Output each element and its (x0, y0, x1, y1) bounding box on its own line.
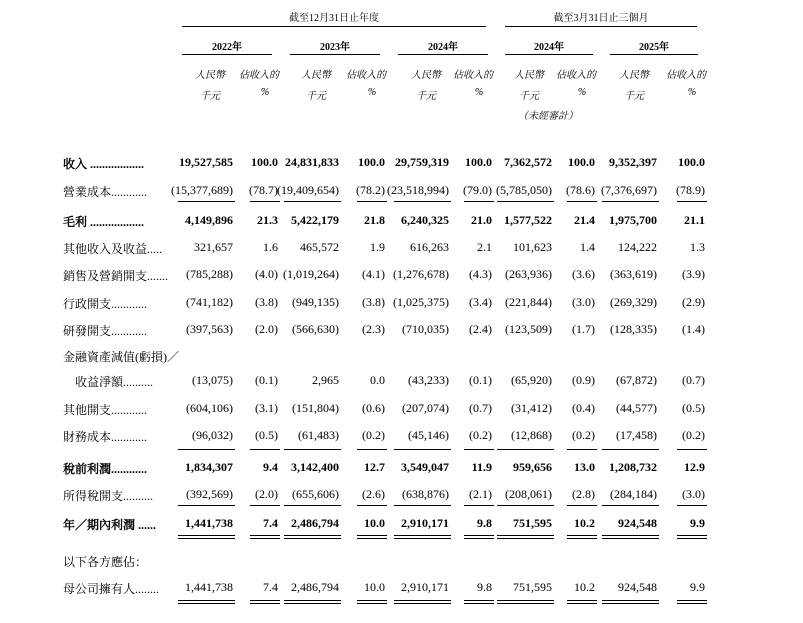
cell-amount: 2,910,171 (401, 516, 449, 530)
unit-thousand-label: 千元 (306, 91, 326, 102)
unit-percent-label: 佔收入的 (239, 70, 279, 81)
subtotal-rule (567, 600, 597, 601)
year-header-2024-q1: 2024年 (534, 42, 564, 53)
unit-percent-sign: % (260, 87, 270, 98)
year-rule-2024 (398, 54, 488, 55)
subtotal-rule (178, 535, 235, 536)
cell-amount: 7,362,572 (504, 155, 552, 169)
cell-percent: (3.1) (255, 401, 278, 415)
row-label: 收入 .................. (63, 157, 145, 171)
cell-amount: (221,844) (505, 295, 552, 309)
unit-amount-label: 人民幣 (514, 70, 544, 81)
cell-percent: 9.4 (263, 460, 278, 474)
unit-thousand-label: 千元 (519, 91, 539, 102)
period-full-year-header: 截至12月31日止年度 (289, 13, 379, 24)
cell-percent: (3.8) (255, 295, 278, 309)
unit-amount-label: 人民幣 (301, 70, 331, 81)
cell-percent: 100.0 (358, 155, 385, 169)
subtotal-rule (677, 449, 707, 450)
subtotal-rule (497, 449, 554, 450)
cell-amount: (123,509) (505, 322, 552, 336)
cell-percent: (79.0) (463, 183, 492, 197)
cell-amount: (5,785,050) (496, 183, 552, 197)
subtotal-rule (602, 535, 659, 536)
unit-thousand-label: 千元 (624, 91, 644, 102)
subtotal-rule (497, 538, 554, 539)
subtotal-rule (677, 600, 707, 601)
cell-amount: 24,831,833 (285, 155, 339, 169)
unit-percent-label: 佔收入的 (346, 70, 386, 81)
year-header-2024: 2024年 (428, 42, 458, 53)
cell-amount: 1,441,738 (185, 516, 233, 530)
cell-percent: (2.8) (572, 487, 595, 501)
unit-amount-label: 人民幣 (195, 70, 225, 81)
subtotal-rule (394, 505, 451, 506)
cell-percent: 9.9 (690, 580, 705, 594)
cell-percent: (2.4) (469, 322, 492, 336)
cell-amount: 751,595 (513, 580, 552, 594)
cell-percent: (0.7) (469, 401, 492, 415)
cell-amount: (15,377,689) (171, 183, 233, 197)
cell-amount: 29,759,319 (395, 155, 449, 169)
subtotal-rule (677, 603, 707, 604)
unit-percent-sign: % (474, 87, 484, 98)
unit-percent-label: 佔收入的 (556, 70, 596, 81)
cell-percent: (0.9) (572, 373, 595, 387)
subtotal-rule (250, 535, 280, 536)
row-label: 以下各方應佔： (63, 555, 148, 569)
cell-amount: 1,577,522 (504, 213, 552, 227)
subtotal-rule (497, 201, 554, 202)
cell-amount: (1,276,678) (393, 267, 449, 281)
cell-percent: 21.0 (471, 213, 492, 227)
cell-amount: (19,409,654) (277, 183, 339, 197)
cell-amount: 1,208,732 (609, 460, 657, 474)
cell-percent: 100.0 (678, 155, 705, 169)
cell-percent: (78.9) (676, 183, 705, 197)
row-label: 其他收入及收益..... (63, 242, 163, 256)
cell-amount: (269,329) (610, 295, 657, 309)
period-three-months-header: 截至3月31日止三個月 (553, 13, 649, 24)
row-label: 母公司擁有人........ (63, 582, 160, 596)
subtotal-rule (394, 538, 451, 539)
cell-amount: 6,240,325 (401, 213, 449, 227)
year-header-2025-q1: 2025年 (639, 42, 669, 53)
subtotal-rule (464, 449, 494, 450)
cell-percent: (0.2) (572, 428, 595, 442)
cell-amount: (31,412) (511, 401, 552, 415)
year-rule-2023 (290, 54, 380, 55)
cell-amount: (67,872) (616, 373, 657, 387)
subtotal-rule (284, 201, 341, 202)
cell-percent: (0.1) (469, 373, 492, 387)
cell-amount: (604,106) (186, 401, 233, 415)
cell-percent: (78.2) (356, 183, 385, 197)
cell-amount: 3,549,047 (401, 460, 449, 474)
cell-amount: 1,441,738 (185, 580, 233, 594)
year-rule-2022 (182, 54, 272, 55)
cell-percent: (3.9) (682, 267, 705, 281)
cell-percent: (2.0) (255, 322, 278, 336)
cell-percent: (3.0) (682, 487, 705, 501)
cell-percent: (4.0) (255, 267, 278, 281)
cell-percent: (3.8) (362, 295, 385, 309)
subtotal-rule (250, 505, 280, 506)
subtotal-rule (602, 505, 659, 506)
cell-amount: 9,352,397 (609, 155, 657, 169)
subtotal-rule (284, 449, 341, 450)
subtotal-rule (178, 449, 235, 450)
subtotal-rule (602, 538, 659, 539)
cell-percent: (3.4) (469, 295, 492, 309)
cell-amount: 924,548 (618, 580, 657, 594)
cell-amount: 1,834,307 (185, 460, 233, 474)
subtotal-rule (567, 535, 597, 536)
cell-percent: 0.0 (370, 373, 385, 387)
cell-percent: (2.9) (682, 295, 705, 309)
row-label: 金融資產減值(虧損)／ (63, 350, 179, 364)
subtotal-rule (394, 603, 451, 604)
subtotal-rule (250, 538, 280, 539)
subtotal-rule (284, 603, 341, 604)
subtotal-rule (567, 505, 597, 506)
subtotal-rule (357, 201, 387, 202)
subtotal-rule (178, 505, 235, 506)
cell-percent: (3.0) (572, 295, 595, 309)
cell-amount: (392,569) (186, 487, 233, 501)
unit-percent-sign: % (687, 87, 697, 98)
cell-percent: 9.9 (690, 516, 705, 530)
period-three-months-rule (505, 26, 697, 27)
unit-percent-label: 佔收入的 (453, 70, 493, 81)
cell-amount: (12,868) (511, 428, 552, 442)
cell-amount: (65,920) (511, 373, 552, 387)
cell-amount: (284,184) (610, 487, 657, 501)
subtotal-rule (464, 600, 494, 601)
cell-percent: 21.8 (364, 213, 385, 227)
cell-amount: (43,233) (408, 373, 449, 387)
cell-percent: 1.6 (263, 240, 278, 254)
subtotal-rule (567, 603, 597, 604)
subtotal-rule (284, 538, 341, 539)
subtotal-rule (394, 449, 451, 450)
subtotal-rule (357, 603, 387, 604)
cell-percent: (0.2) (469, 428, 492, 442)
subtotal-rule (394, 535, 451, 536)
unit-percent-sign: % (367, 87, 377, 98)
cell-amount: 3,142,400 (291, 460, 339, 474)
cell-percent: 9.8 (477, 580, 492, 594)
cell-amount: (45,146) (408, 428, 449, 442)
cell-percent: 1.9 (370, 240, 385, 254)
cell-percent: 1.3 (690, 240, 705, 254)
cell-amount: 5,422,179 (291, 213, 339, 227)
cell-percent: 100.0 (465, 155, 492, 169)
subtotal-rule (357, 600, 387, 601)
cell-amount: (566,630) (292, 322, 339, 336)
cell-percent: 2.1 (477, 240, 492, 254)
cell-amount: (710,035) (402, 322, 449, 336)
row-label: 研發開支............ (63, 324, 148, 338)
cell-amount: 19,527,585 (179, 155, 233, 169)
cell-percent: (0.1) (255, 373, 278, 387)
subtotal-rule (357, 505, 387, 506)
subtotal-rule (464, 535, 494, 536)
subtotal-rule (567, 449, 597, 450)
cell-percent: (0.6) (362, 401, 385, 415)
cell-percent: (2.1) (469, 487, 492, 501)
cell-percent: (0.2) (362, 428, 385, 442)
subtotal-rule (602, 600, 659, 601)
cell-amount: 2,965 (312, 373, 339, 387)
row-label: 行政開支............ (63, 297, 148, 311)
subtotal-rule (602, 449, 659, 450)
cell-percent: (0.7) (682, 373, 705, 387)
subtotal-rule (464, 505, 494, 506)
subtotal-rule (567, 538, 597, 539)
cell-percent: (0.5) (255, 428, 278, 442)
cell-amount: (151,804) (292, 401, 339, 415)
row-label: 營業成本............ (63, 185, 148, 199)
subtotal-rule (497, 505, 554, 506)
subtotal-rule (357, 449, 387, 450)
cell-amount: (949,135) (292, 295, 339, 309)
subtotal-rule (250, 201, 280, 202)
cell-percent: (3.6) (572, 267, 595, 281)
subtotal-rule (284, 535, 341, 536)
cell-amount: 1,975,700 (609, 213, 657, 227)
cell-amount: (263,936) (505, 267, 552, 281)
cell-percent: 12.9 (684, 460, 705, 474)
cell-amount: 924,548 (618, 516, 657, 530)
subtotal-rule (602, 603, 659, 604)
cell-percent: 10.2 (574, 516, 595, 530)
cell-percent: 11.9 (471, 460, 492, 474)
row-label: 毛利 .................. (63, 215, 145, 229)
cell-amount: (128,335) (610, 322, 657, 336)
subtotal-rule (178, 600, 235, 601)
cell-percent: (1.4) (682, 322, 705, 336)
cell-amount: 751,595 (513, 516, 552, 530)
cell-percent: (78.7) (249, 183, 278, 197)
cell-percent: (1.7) (572, 322, 595, 336)
row-label: 其他開支............ (63, 403, 148, 417)
subtotal-rule (284, 505, 341, 506)
cell-amount: 616,263 (410, 240, 449, 254)
cell-amount: (7,376,697) (601, 183, 657, 197)
subtotal-rule (497, 600, 554, 601)
row-label: 收益淨額.......... (75, 375, 154, 389)
cell-amount: (17,458) (616, 428, 657, 442)
cell-amount: (655,606) (292, 487, 339, 501)
unit-amount-label: 人民幣 (619, 70, 649, 81)
year-rule-2024-q1 (505, 54, 593, 55)
cell-amount: (13,075) (192, 373, 233, 387)
subtotal-rule (677, 201, 707, 202)
cell-amount: 2,486,794 (291, 516, 339, 530)
cell-amount: (44,577) (616, 401, 657, 415)
subtotal-rule (464, 201, 494, 202)
year-header-2023: 2023年 (320, 42, 350, 53)
subtotal-rule (602, 201, 659, 202)
cell-amount: (61,483) (298, 428, 339, 442)
subtotal-rule (284, 600, 341, 601)
subtotal-rule (178, 603, 235, 604)
cell-amount: (397,563) (186, 322, 233, 336)
cell-percent: (2.0) (255, 487, 278, 501)
year-rule-2025-q1 (610, 54, 698, 55)
cell-percent: 12.7 (364, 460, 385, 474)
cell-amount: (96,032) (192, 428, 233, 442)
cell-amount: 2,910,171 (401, 580, 449, 594)
period-full-year-rule (182, 26, 486, 27)
cell-percent: 9.8 (477, 516, 492, 530)
cell-percent: (4.3) (469, 267, 492, 281)
cell-percent: 10.2 (574, 580, 595, 594)
cell-percent: 10.0 (364, 516, 385, 530)
subtotal-rule (178, 538, 235, 539)
cell-percent: (0.5) (682, 401, 705, 415)
row-label: 稅前利潤............ (63, 462, 148, 476)
row-label: 銷售及營銷開支....... (63, 269, 169, 283)
cell-amount: (638,876) (402, 487, 449, 501)
subtotal-rule (464, 603, 494, 604)
subtotal-rule (357, 538, 387, 539)
cell-percent: 100.0 (251, 155, 278, 169)
year-header-2022: 2022年 (212, 42, 242, 53)
subtotal-rule (250, 600, 280, 601)
cell-percent: 7.4 (263, 580, 278, 594)
row-label: 年／期內利潤 ...... (63, 518, 157, 532)
cell-amount: (1,025,375) (393, 295, 449, 309)
cell-percent: 21.1 (684, 213, 705, 227)
subtotal-rule (497, 603, 554, 604)
subtotal-rule (357, 535, 387, 536)
cell-percent: (2.3) (362, 322, 385, 336)
cell-amount: 959,656 (513, 460, 552, 474)
cell-amount: (208,061) (505, 487, 552, 501)
cell-amount: 124,222 (618, 240, 657, 254)
subtotal-rule (567, 201, 597, 202)
cell-amount: 4,149,896 (185, 213, 233, 227)
subtotal-rule (677, 505, 707, 506)
cell-amount: 2,486,794 (291, 580, 339, 594)
cell-amount: (785,288) (186, 267, 233, 281)
cell-percent: 10.0 (364, 580, 385, 594)
cell-amount: 321,657 (194, 240, 233, 254)
cell-amount: (1,019,264) (283, 267, 339, 281)
cell-amount: 465,572 (300, 240, 339, 254)
cell-percent: (2.6) (362, 487, 385, 501)
cell-percent: (0.2) (682, 428, 705, 442)
subtotal-rule (464, 538, 494, 539)
subtotal-rule (497, 535, 554, 536)
cell-amount: (23,518,994) (387, 183, 449, 197)
row-label: 所得稅開支.......... (63, 489, 154, 503)
row-label: 財務成本............ (63, 430, 148, 444)
cell-amount: 101,623 (513, 240, 552, 254)
cell-percent: 13.0 (574, 460, 595, 474)
cell-percent: (4.1) (362, 267, 385, 281)
unit-thousand-label: 千元 (200, 91, 220, 102)
cell-percent: 7.4 (263, 516, 278, 530)
cell-percent: 100.0 (568, 155, 595, 169)
cell-percent: 1.4 (580, 240, 595, 254)
unit-percent-sign: % (577, 87, 587, 98)
unit-thousand-label: 千元 (416, 91, 436, 102)
cell-percent: (78.6) (566, 183, 595, 197)
cell-percent: 21.3 (257, 213, 278, 227)
cell-percent: 21.4 (574, 213, 595, 227)
subtotal-rule (250, 449, 280, 450)
subtotal-rule (677, 535, 707, 536)
unit-amount-label: 人民幣 (411, 70, 441, 81)
subtotal-rule (677, 538, 707, 539)
cell-amount: (741,182) (186, 295, 233, 309)
subtotal-rule (250, 603, 280, 604)
subtotal-rule (178, 201, 235, 202)
cell-amount: (363,619) (610, 267, 657, 281)
subtotal-rule (394, 201, 451, 202)
subtotal-rule (394, 600, 451, 601)
unit-percent-label: 佔收入的 (666, 70, 706, 81)
cell-percent: (0.4) (572, 401, 595, 415)
cell-amount: (207,074) (402, 401, 449, 415)
unaudited-note: （未經審計） (518, 111, 578, 122)
